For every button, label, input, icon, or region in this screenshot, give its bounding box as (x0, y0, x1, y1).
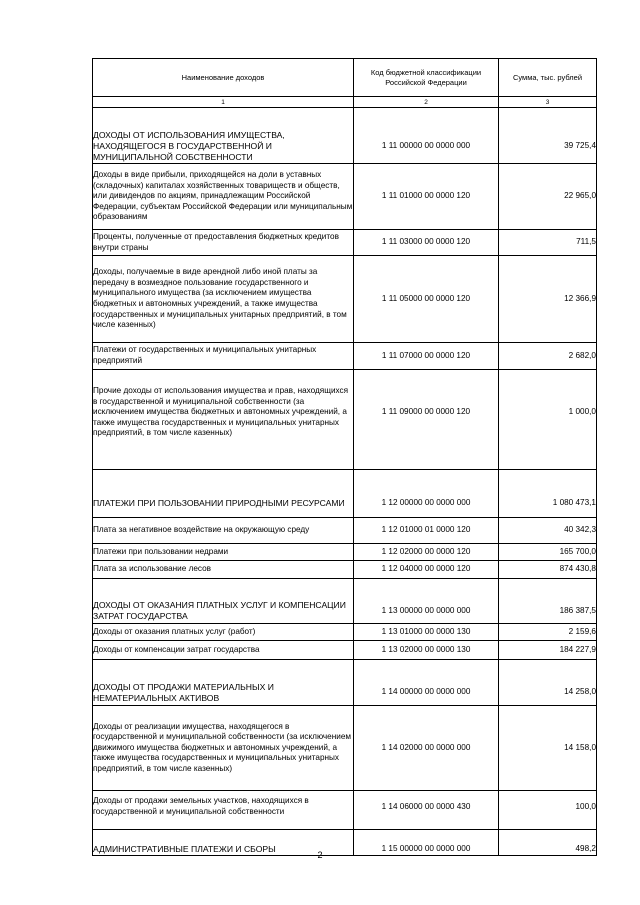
table-row (93, 706, 597, 791)
income-name: Проценты, полученные от предоставления бюджетных кредитов внутри страны (93, 230, 354, 256)
income-name: ДОХОДЫ ОТ ОКАЗАНИЯ ПЛАТНЫХ УСЛУГ И КОМПЕНСАЦИИ ЗАТРАТ ГОСУДАРСТВА (93, 579, 354, 624)
income-name: ДОХОДЫ ОТ ПРОДАЖИ МАТЕРИАЛЬНЫХ И НЕМАТЕРИАЛЬНЫХ АКТИВОВ (93, 660, 354, 706)
budget-code: 1 14 06000 00 0000 430 (354, 791, 499, 830)
amount: 874 430,8 (499, 561, 597, 579)
budget-code: 1 12 01000 01 0000 120 (354, 518, 499, 544)
budget-code: 1 11 03000 00 0000 120 (354, 230, 499, 256)
budget-code: 1 15 00000 00 0000 000 (354, 830, 499, 856)
table-row (93, 164, 597, 230)
amount: 186 387,5 (499, 579, 597, 624)
budget-code: 1 11 01000 00 0000 120 (354, 164, 499, 230)
income-name: Доходы в виде прибыли, приходящейся на доли в уставных (складочных) капиталах хозяйственных товариществ и обществ, или дивидендов по акциям, принадлежащим Российской Федерации, субъектам Российской Федерации или муниципальным образованиям (93, 164, 354, 230)
budget-code: 1 12 00000 00 0000 000 (354, 470, 499, 518)
section-row (93, 108, 597, 164)
table-row (93, 518, 597, 544)
amount: 2 159,6 (499, 624, 597, 641)
budget-code: 1 12 04000 00 0000 120 (354, 561, 499, 579)
amount: 39 725,4 (499, 108, 597, 164)
budget-code: 1 13 02000 00 0000 130 (354, 641, 499, 660)
amount: 12 366,9 (499, 256, 597, 343)
amount: 100,0 (499, 791, 597, 830)
table-row (93, 370, 597, 470)
page-number: 2 (317, 850, 323, 860)
amount: 22 965,0 (499, 164, 597, 230)
table-row (93, 641, 597, 660)
budget-code: 1 11 05000 00 0000 120 (354, 256, 499, 343)
amount: 1 000,0 (499, 370, 597, 470)
amount: 165 700,0 (499, 544, 597, 561)
section-row (93, 660, 597, 706)
table-row (93, 561, 597, 579)
revenue-table (92, 58, 597, 856)
income-name: Платежи при пользовании недрами (93, 544, 354, 561)
income-name: Доходы, получаемые в виде арендной либо иной платы за передачу в возмездное пользование государственного и муниципального имущества (за исключением имущества бюджетных и автономных учреждений, а также имущества государственных и муниципальных унитарных предприятий, в том числе казенных) (93, 256, 354, 343)
income-name: Доходы от оказания платных услуг (работ) (93, 624, 354, 641)
table-row (93, 791, 597, 830)
amount: 2 682,0 (499, 343, 597, 370)
amount: 40 342,3 (499, 518, 597, 544)
income-name: Плата за негативное воздействие на окружающую среду (93, 518, 354, 544)
budget-code: 1 12 02000 00 0000 120 (354, 544, 499, 561)
amount: 1 080 473,1 (499, 470, 597, 518)
budget-code: 1 13 00000 00 0000 000 (354, 579, 499, 624)
income-name: ПЛАТЕЖИ ПРИ ПОЛЬЗОВАНИИ ПРИРОДНЫМИ РЕСУРСАМИ (93, 470, 354, 518)
column-number: 1 (93, 97, 354, 108)
budget-code: 1 14 02000 00 0000 000 (354, 706, 499, 791)
column-number: 3 (499, 97, 597, 108)
table-row (93, 624, 597, 641)
header-sum: Сумма, тыс. рублей (499, 59, 597, 97)
budget-code: 1 11 07000 00 0000 120 (354, 343, 499, 370)
amount: 498,2 (499, 830, 597, 856)
table-row (93, 256, 597, 343)
header-name: Наименование доходов (93, 59, 354, 97)
income-name: Доходы от реализации имущества, находящегося в государственной и муниципальной собственности (за исключением движимого имущества бюджетных и автономных учреждений, а также имущества государственных и муниципальных унитарных предприятий, в том числе казенных) (93, 706, 354, 791)
budget-code: 1 14 00000 00 0000 000 (354, 660, 499, 706)
income-name: Платежи от государственных и муниципальных унитарных предприятий (93, 343, 354, 370)
section-row (93, 470, 597, 518)
budget-code: 1 11 09000 00 0000 120 (354, 370, 499, 470)
income-name: Плата за использование лесов (93, 561, 354, 579)
amount: 14 258,0 (499, 660, 597, 706)
income-name: ДОХОДЫ ОТ ИСПОЛЬЗОВАНИЯ ИМУЩЕСТВА, НАХОДЯЩЕГОСЯ В ГОСУДАРСТВЕННОЙ И МУНИЦИПАЛЬНОЙ СОБСТВЕННОСТИ (93, 108, 354, 164)
section-row (93, 579, 597, 624)
table-row (93, 230, 597, 256)
budget-code: 1 11 00000 00 0000 000 (354, 108, 499, 164)
budget-code: 1 13 01000 00 0000 130 (354, 624, 499, 641)
amount: 14 158,0 (499, 706, 597, 791)
table-row (93, 544, 597, 561)
table-row (93, 343, 597, 370)
amount: 184 227,9 (499, 641, 597, 660)
header-code: Код бюджетной классификации Российской Федерации (354, 59, 499, 97)
column-number: 2 (354, 97, 499, 108)
income-name: Доходы от компенсации затрат государства (93, 641, 354, 660)
amount: 711,5 (499, 230, 597, 256)
income-name: АДМИНИСТРАТИВНЫЕ ПЛАТЕЖИ И СБОРЫ (93, 830, 354, 856)
income-name: Доходы от продажи земельных участков, находящихся в государственной и муниципальной собственности (93, 791, 354, 830)
income-name: Прочие доходы от использования имущества и прав, находящихся в государственной и муниципальной собственности (за исключением имущества бюджетных и автономных учреждений, а также имущества государственных и муниципальных унитарных предприятий, в том числе казенных) (93, 370, 354, 470)
table-body (93, 108, 597, 856)
